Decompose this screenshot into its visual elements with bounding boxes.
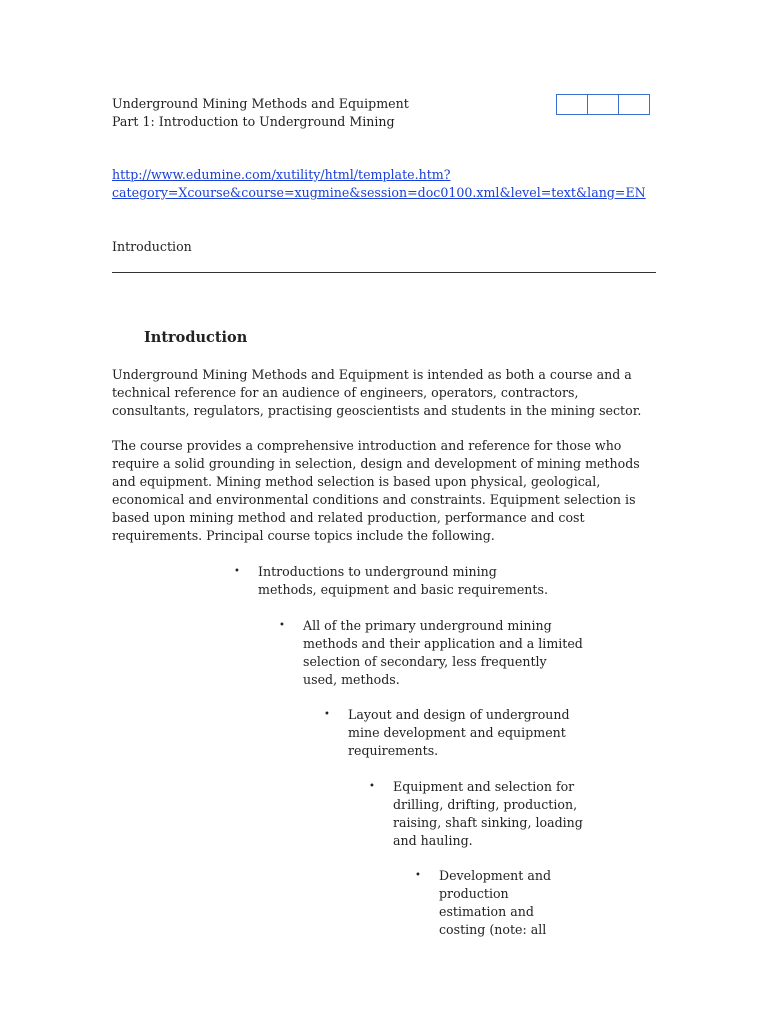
section-label: Introduction <box>112 239 192 254</box>
list-item <box>415 867 579 939</box>
list-item-text: Development and production estimation and costing (note: all <box>439 868 552 937</box>
list-item-text: Layout and design of underground mine development and equipment requirements. <box>348 707 570 758</box>
bullet-icon: • <box>279 620 285 631</box>
bullet-icon: • <box>415 870 421 881</box>
source-link-line1[interactable]: http://www.edumine.com/xutility/html/template.htm? <box>112 167 451 182</box>
document-subtitle: Part 1: Introduction to Underground Mining <box>112 114 395 129</box>
bullet-icon: • <box>234 566 240 577</box>
header-box <box>618 94 650 115</box>
section-heading: Introduction <box>144 329 248 346</box>
list-item-text: Equipment and selection for drilling, drifting, production, raising, shaft sinking, loading and hauling. <box>393 779 583 848</box>
bullet-icon: • <box>369 781 375 792</box>
paragraph: The course provides a comprehensive introduction and reference for those who require a solid grounding in selection, design and development of mining methods and equipment. Mining method selection is based upon physical, geological, economical and environmental conditions and constraints. Equipment selection is based upon mining method and related production, performance and cost requirements. Principal course topics include the following. <box>112 438 640 543</box>
source-link[interactable] <box>112 166 646 202</box>
header-box <box>587 94 619 115</box>
list-item <box>234 563 558 599</box>
header-box <box>556 94 588 115</box>
horizontal-rule <box>112 272 656 273</box>
source-link-line2[interactable]: category=Xcourse&course=xugmine&session=doc0100.xml&level=text&lang=EN <box>112 185 646 200</box>
list-item <box>279 617 583 689</box>
list-item <box>324 706 573 760</box>
list-item <box>369 778 583 850</box>
list-item-text: All of the primary underground mining methods and their application and a limited selection of secondary, less frequently used, methods. <box>303 618 583 687</box>
bullet-icon: • <box>324 709 330 720</box>
list-item-text: Introductions to underground mining methods, equipment and basic requirements. <box>258 564 548 597</box>
document-title: Underground Mining Methods and Equipment <box>112 96 409 111</box>
paragraph: Underground Mining Methods and Equipment is intended as both a course and a technical reference for an audience of engineers, operators, contractors, consultants, regulators, practising geoscientists and students in the mining sector. <box>112 367 642 418</box>
header-box-group <box>556 94 650 115</box>
